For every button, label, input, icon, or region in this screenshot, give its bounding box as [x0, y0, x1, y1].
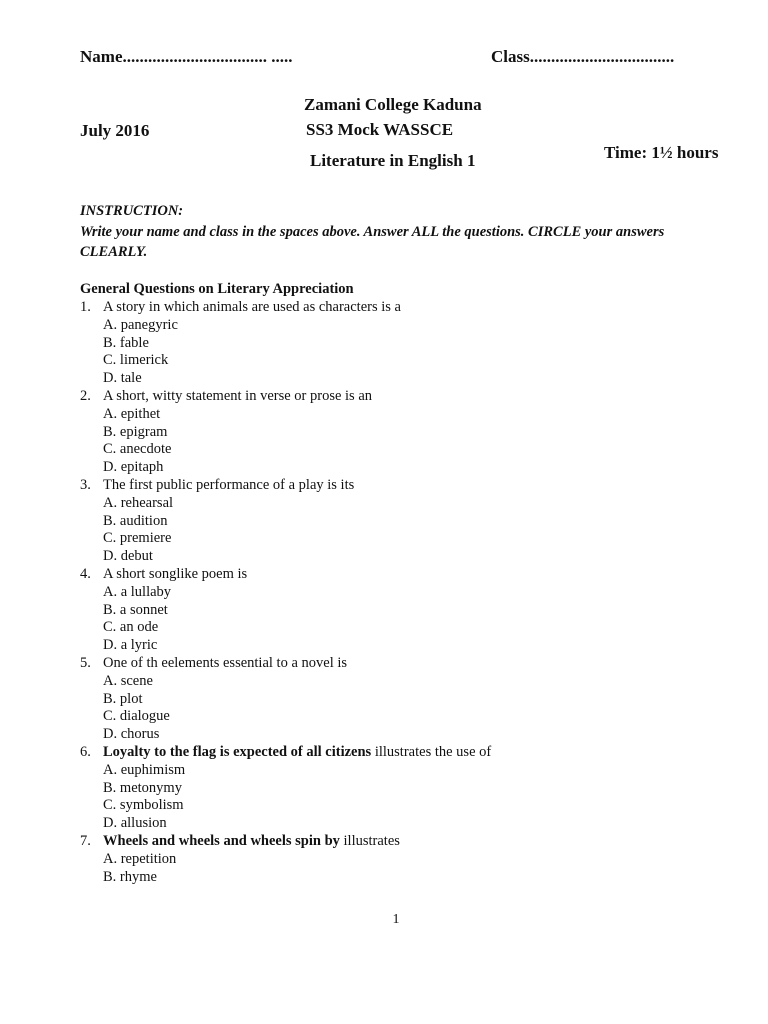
question-item	[80, 299, 740, 388]
answer-option[interactable]: C. dialogue	[103, 708, 170, 725]
answer-option[interactable]: C. anecdote	[103, 441, 172, 458]
question-item	[80, 655, 740, 744]
answer-option[interactable]: C. symbolism	[103, 797, 184, 814]
answer-option[interactable]: D. epitaph	[103, 459, 164, 476]
answer-option[interactable]: A. panegyric	[103, 316, 178, 333]
question-number: 7.	[80, 832, 91, 849]
answer-option[interactable]: C. premiere	[103, 530, 172, 547]
question-stem	[80, 477, 740, 495]
question-number: 2.	[80, 387, 91, 404]
answer-option[interactable]: B. audition	[103, 512, 168, 529]
answer-option[interactable]: C. limerick	[103, 352, 169, 369]
question-number: 4.	[80, 565, 91, 582]
instruction-block	[80, 201, 710, 263]
answer-option[interactable]: D. debut	[103, 548, 153, 565]
question-prompt: illustrates	[339, 832, 400, 849]
answer-option[interactable]: A. repetition	[103, 850, 177, 867]
question-prompt: illustrates the use of	[371, 743, 492, 760]
instruction-text: Write your name and class in the spaces above. Answer ALL the questions. CIRCLE your answers CLEARLY.	[80, 223, 665, 260]
question-stem	[80, 388, 740, 406]
question-prompt: One of th eelements essential to a novel is	[103, 654, 348, 671]
instruction-heading: INSTRUCTION:	[80, 203, 184, 219]
question-text	[103, 299, 401, 317]
question-item	[80, 388, 740, 477]
time-allowed: Time: 1½ hours	[604, 143, 719, 162]
question-text	[103, 833, 400, 851]
question-number: 1.	[80, 299, 91, 315]
answer-option[interactable]: A. euphimism	[103, 761, 186, 778]
question-quote: Wheels and wheels and wheels spin by	[103, 832, 340, 849]
answer-option[interactable]: B. plot	[103, 690, 143, 707]
answer-option[interactable]: B. epigram	[103, 423, 168, 440]
exam-title: SS3 Mock WASSCE	[306, 120, 454, 139]
answer-option[interactable]: A. rehearsal	[103, 494, 174, 511]
question-prompt: A short, witty statement in verse or prose is an	[103, 387, 373, 404]
question-stem	[80, 833, 740, 851]
school-name: Zamani College Kaduna	[304, 95, 482, 114]
section-title: General Questions on Literary Appreciation	[80, 281, 354, 297]
question-prompt: A story in which animals are used as characters is a	[103, 299, 401, 315]
question-number: 6.	[80, 743, 91, 760]
question-number: 3.	[80, 476, 91, 493]
question-stem	[80, 566, 740, 584]
question-stem	[80, 655, 740, 673]
question-text	[103, 477, 354, 495]
name-field-label: Name.................................. .....	[80, 47, 293, 66]
question-text	[103, 655, 347, 673]
page-number: 1	[392, 912, 400, 927]
answer-option[interactable]: A. a lullaby	[103, 583, 172, 600]
answer-option[interactable]: C. an ode	[103, 619, 159, 636]
question-number: 5.	[80, 654, 91, 671]
exam-date: July 2016	[80, 121, 150, 140]
answer-option[interactable]: A. epithet	[103, 405, 161, 422]
answer-option[interactable]: D. allusion	[103, 815, 167, 832]
question-stem	[80, 299, 740, 317]
question-item	[80, 566, 740, 655]
question-text	[103, 744, 491, 762]
answer-option[interactable]: D. tale	[103, 370, 142, 387]
answer-option[interactable]: B. rhyme	[103, 868, 157, 885]
class-field-label: Class..................................	[491, 47, 675, 66]
question-list	[80, 299, 740, 886]
question-text	[103, 566, 247, 584]
subject-title: Literature in English 1	[310, 151, 476, 170]
answer-option[interactable]: D. chorus	[103, 726, 160, 743]
answer-option[interactable]: B. metonymy	[103, 779, 182, 796]
answer-option[interactable]: B. a sonnet	[103, 601, 168, 618]
question-stem	[80, 744, 740, 762]
question-prompt: A short songlike poem is	[103, 565, 248, 582]
question-item	[80, 744, 740, 833]
question-prompt: The first public performance of a play is its	[103, 476, 355, 493]
question-quote: Loyalty to the flag is expected of all citizens	[103, 743, 372, 760]
answer-option[interactable]: A. scene	[103, 672, 153, 689]
question-item	[80, 833, 740, 886]
answer-option[interactable]: B. fable	[103, 334, 149, 351]
answer-option[interactable]: D. a lyric	[103, 637, 158, 654]
question-item	[80, 477, 740, 566]
question-text	[103, 388, 372, 406]
